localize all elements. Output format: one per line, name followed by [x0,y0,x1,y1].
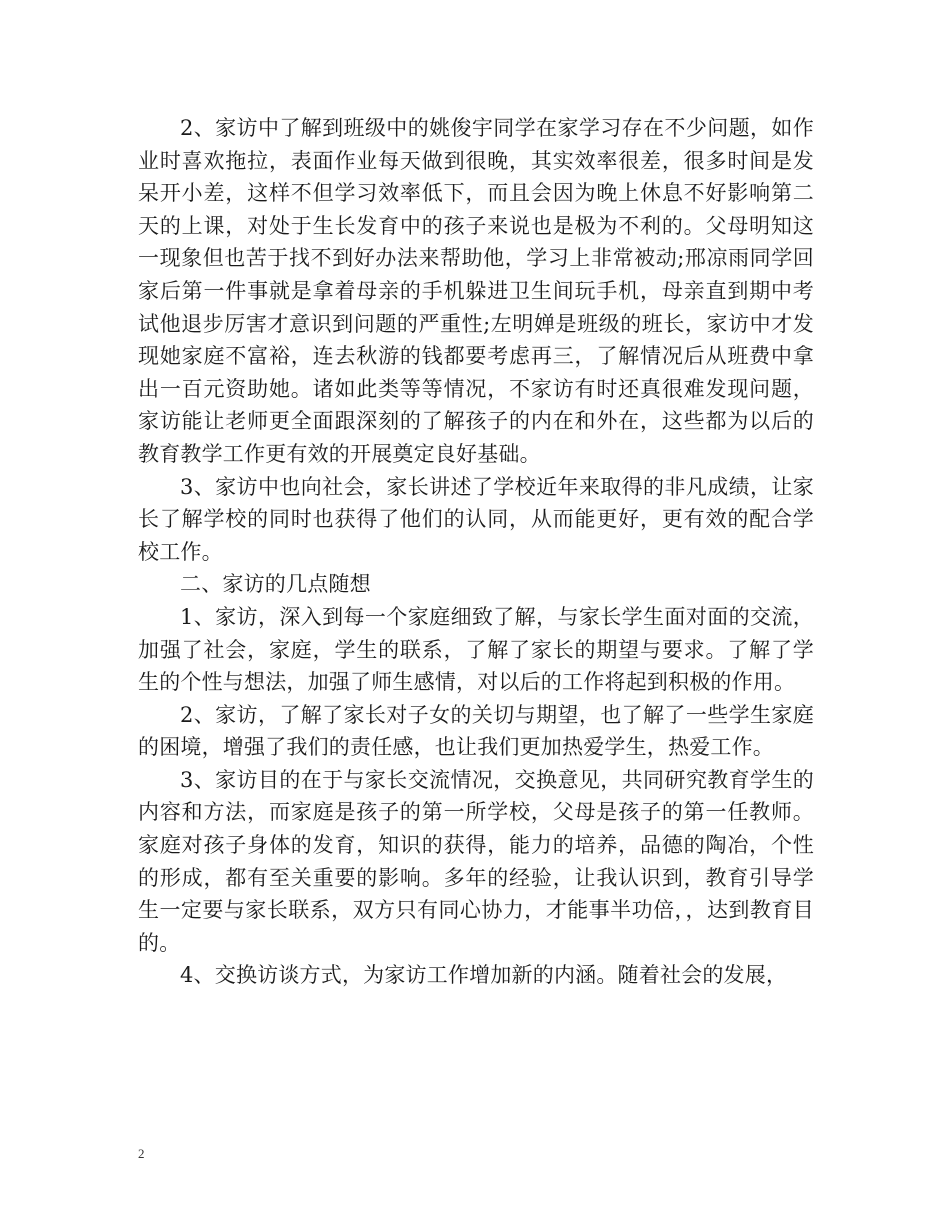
paragraph-reflection-1: 1、家访，深入到每一个家庭细致了解，与家长学生面对面的交流，加强了社会，家庭，学生的联系，了解了家长的期望与要求。了解了学生的个性与想法，加强了师生感情，对以后的工作将起到积极的作用。 [138,604,814,695]
document-body [138,112,814,992]
section-heading-reflections: 二、家访的几点随想 [180,572,371,597]
paragraph-reflection-4: 4、交换访谈方式，为家访工作增加新的内涵。随着社会的发展， [180,963,788,988]
paragraph-reflection-2: 2、家访，了解了家长对子女的关切与期望，也了解了一些学生家庭的困境，增强了我们的责任感，也让我们更加热爱学生，热爱工作。 [138,702,814,760]
paragraph-reflection-3: 3、家访目的在于与家长交流情况，交换意见，共同研究教育学生的内容和方法，而家庭是孩子的第一所学校，父母是孩子的第一任教师。家庭对孩子身体的发育，知识的获得，能力的培养，品德的陶冶，个性的形成，都有至关重要的影响。多年的经验，让我认识到，教育引导学生一定要与家长联系，双方只有同心协力，才能事半功倍，，达到教育目的。 [138,767,814,955]
page-number: 2 [138,1146,145,1161]
paragraph-home-visit-findings: 2、家访中了解到班级中的姚俊宇同学在家学习存在不少问题，如作业时喜欢拖拉，表面作业每天做到很晚，其实效率很差，很多时间是发呆开小差，这样不但学习效率低下，而且会因为晚上休息不好影响第二天的上课，对处于生长发育中的孩子来说也是极为不利的。父母明知这一现象但也苦于找不到好办法来帮助他，学习上非常被动;邢凉雨同学回家后第一件事就是拿着母亲的手机躲进卫生间玩手机，母亲直到期中考试他退步厉害才意识到问题的严重性;左明婵是班级的班长，家访中才发现她家庭不富裕，连去秋游的钱都要考虑再三，了解情况后从班费中拿出一百元资助她。诸如此类等等情况，不家访有时还真很难发现问题，家访能让老师更全面跟深刻的了解孩子的内在和外在，这些都为以后的教育教学工作更有效的开展奠定良好基础。 [138,116,814,466]
paragraph-school-achievements: 3、家访中也向社会，家长讲述了学校近年来取得的非凡成绩，让家长了解学校的同时也获得了他们的认同，从而能更好，更有效的配合学校工作。 [138,474,814,564]
